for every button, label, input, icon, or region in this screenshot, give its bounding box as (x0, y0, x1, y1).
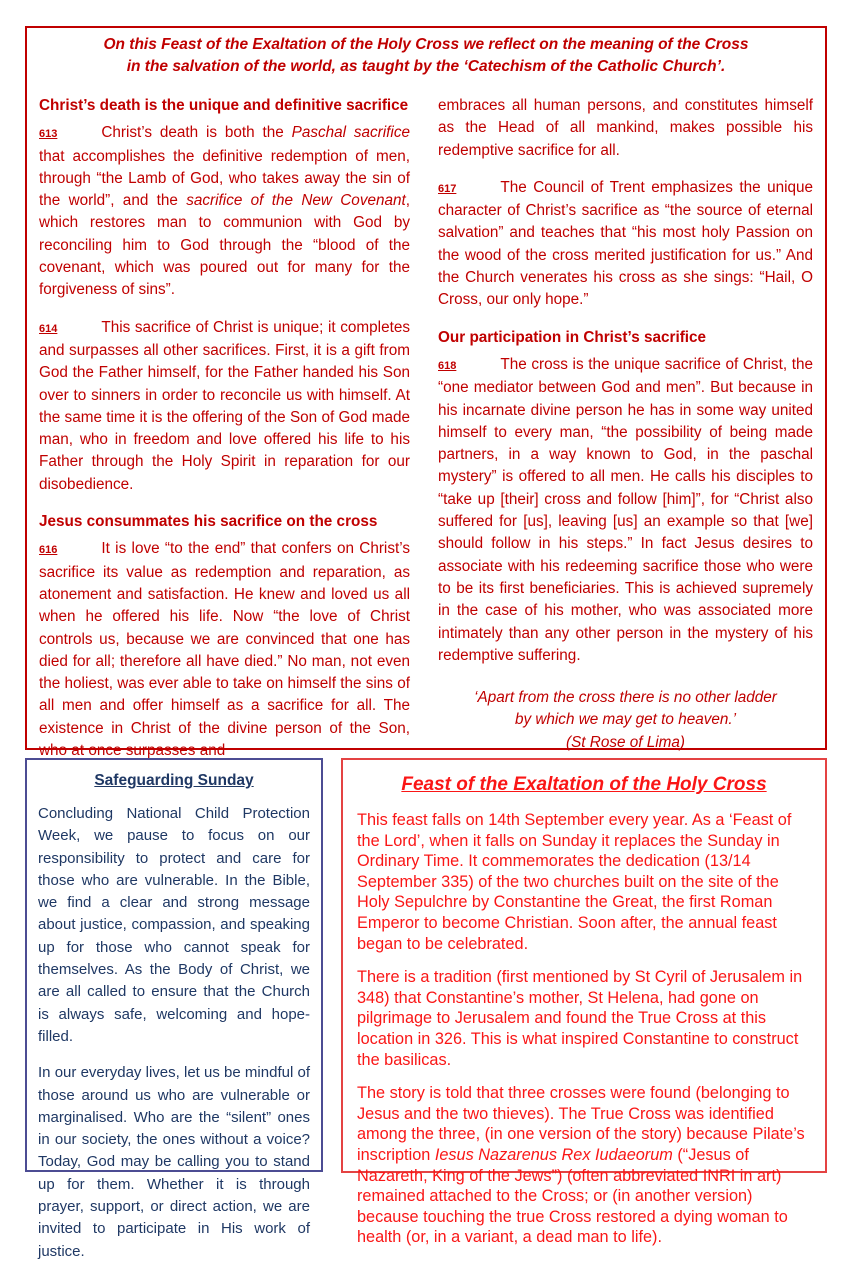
text-segment: There is a tradition (first mentioned by St Cyril of Jerusalem in 348) that Constantine’s mother, St Helena, had gone on pilgrimage to Jerusalem and found the True Cross at this location in 326. This is what inspired Constantine to construct the basilicas. (357, 968, 803, 1069)
quote-line: by which we may get to heaven.’ (514, 711, 737, 729)
body-paragraph (357, 967, 811, 1070)
feast-box (341, 758, 827, 1247)
left-column (39, 95, 410, 777)
section-heading: Christ’s death is the unique and definitive sacrifice (39, 97, 409, 114)
paragraph-number: 614 (39, 322, 58, 335)
section-heading: Jesus consummates his sacrifice on the cross (39, 513, 378, 531)
paragraph-number: 617 (438, 182, 457, 195)
safeguarding-box (25, 758, 323, 1260)
text-segment: This feast falls on 14th September every year. As a ‘Feast of the Lord’, when it falls on Sunday it replaces the Sunday in Ordinary Time. It commemorates the dedication (13/14 September 335) of the two churches built on the site of the Holy Sepulchre by Constantine the Great, the first Roman Emperor to become Christian. Soon after, the annual feast began to be celebrated. (357, 811, 792, 953)
safeguarding-title: Safeguarding Sunday (94, 772, 254, 789)
page-title (47, 34, 805, 78)
catechism-paragraph (39, 317, 410, 496)
right-column (438, 95, 813, 777)
italic-text-segment: sacrifice of the New Covenant (186, 192, 406, 210)
quote-line: ‘Apart from the cross there is no other ladder (474, 689, 777, 707)
closing-quote (438, 687, 813, 754)
paragraph-number: 613 (39, 128, 58, 141)
body-paragraph (357, 1083, 811, 1248)
text-segment: It is love “to the end” that confers on Christ’s sacrifice its value as redemption and reparation, as atonement and satisfaction. He knew and loved us all when he offered his life. Now “the love of Christ controls us, because we are convinced that one has died for all; therefore all have died.” No man, not even the holiest, was ever able to take on himself the sins of all men and offer himself as a sacrifice for all. The existence in Christ of the divine person of the Son, who at once surpasses and (39, 540, 410, 760)
safeguarding-body (38, 803, 310, 1263)
text-segment: (“Jesus of Nazareth, King of the Jews”) (often abbreviated INRI in art) remained attached to the Cross; or (in another version) because touching the true Cross restored a dying woman to health (or, in a variant, a dead man to life). (357, 1145, 788, 1247)
page-title-line2: in the salvation of the world, as taught by the ‘Catechism of the Catholic Church’. (126, 58, 726, 75)
italic-text-segment: Paschal sacrifice (291, 124, 410, 142)
text-segment: , which restores man to communion with God by reconciling him to God through the “blood of the covenant, which was poured out for many for the forgiveness of sins”. (39, 192, 410, 299)
text-segment: that accomplishes the definitive redemption of men, through “the Lamb of God, who takes away the sin of the world”, and the (39, 147, 410, 210)
text-segment: This sacrifice of Christ is unique; it completes and surpasses all other sacrifices. First, it is a gift from God the Father himself, for the Father handed his Son over to sinners in order to reconcile us with himself. At the same time it is the offering of the Son of God made man, who in freedom and love offered his life to his Father through the Holy Spirit in reparation for our disobedience. (39, 318, 410, 493)
catechism-paragraph (438, 354, 813, 667)
text-segment: The Council of Trent emphasizes the unique character of Christ’s sacrifice as “the source of eternal salvation” and teaches that “his most holy Passion on the wood of the cross merited justification for us.” And the Church venerates his cross as she sings: “Hail, O Cross, our only hope.” (438, 178, 813, 309)
feast-title: Feast of the Exaltation of the Holy Cross (401, 774, 767, 795)
body-paragraph: In our everyday lives, let us be mindful of those around us who are vulnerable or marginalised. Who are the “silent” ones in our society, the ones without a voice? Today, God may be calling you to stand up for them. Whether it is through prayer, support, or direct action, we are invited to participate in His work of justice. (38, 1064, 310, 1260)
body-paragraph: Concluding National Child Protection Week, we pause to focus on our responsibility to protect and care for those who are vulnerable. In the Bible, we find a clear and strong message about justice, compassion, and speaking up for those who cannot speak for themselves. As the Body of Christ, we are all called to ensure that the Church is always safe, welcoming and hope-filled. (38, 805, 310, 1045)
section-heading: Our participation in Christ’s sacrifice (438, 328, 707, 346)
catechism-panel (25, 26, 827, 760)
page-title-line1: On this Feast of the Exaltation of the Holy Cross we reflect on the meaning of the Cross (103, 36, 749, 53)
body-paragraph (357, 810, 811, 954)
paragraph-continuation (438, 95, 813, 162)
catechism-paragraph (438, 177, 813, 312)
text-segment: embraces all human persons, and constitutes himself as the Head of all mankind, makes possible his redemptive sacrifice for all. (438, 97, 813, 159)
text-segment: The cross is the unique sacrifice of Christ, the “one mediator between God and men”. But because in his incarnate divine person he has in some way united himself to every man, “the possibility of being made partners, in a way known to God, in the paschal mystery” is offered to all men. He calls his disciples to “take up [their] cross and follow [him]”, for “Christ also suffered for [us], leaving [us] an example so that [we] should follow in his steps.” In fact Jesus desires to associate with his redeeming sacrifice those who were to be its first beneficiaries. This is achieved supremely in the case of his mother, who was associated more intimately than any other person in the mystery of his redemptive suffering. (438, 355, 813, 664)
two-column-layout (27, 78, 825, 777)
text-segment: The story is told that three crosses were found (belonging to Jesus and the two thieves). The True Cross was identified among the three, (in one version of the story) because Pilate’s inscription (357, 1084, 805, 1164)
catechism-paragraph (39, 122, 410, 301)
feast-body (357, 810, 811, 1248)
catechism-paragraph (39, 538, 410, 762)
text-segment: Christ’s death is both the (101, 124, 292, 142)
paragraph-number: 618 (438, 359, 457, 372)
paragraph-number: 616 (39, 544, 58, 557)
italic-text-segment: Iesus Nazarenus Rex Iudaeorum (434, 1145, 673, 1164)
quote-line: (St Rose of Lima) (565, 733, 685, 751)
